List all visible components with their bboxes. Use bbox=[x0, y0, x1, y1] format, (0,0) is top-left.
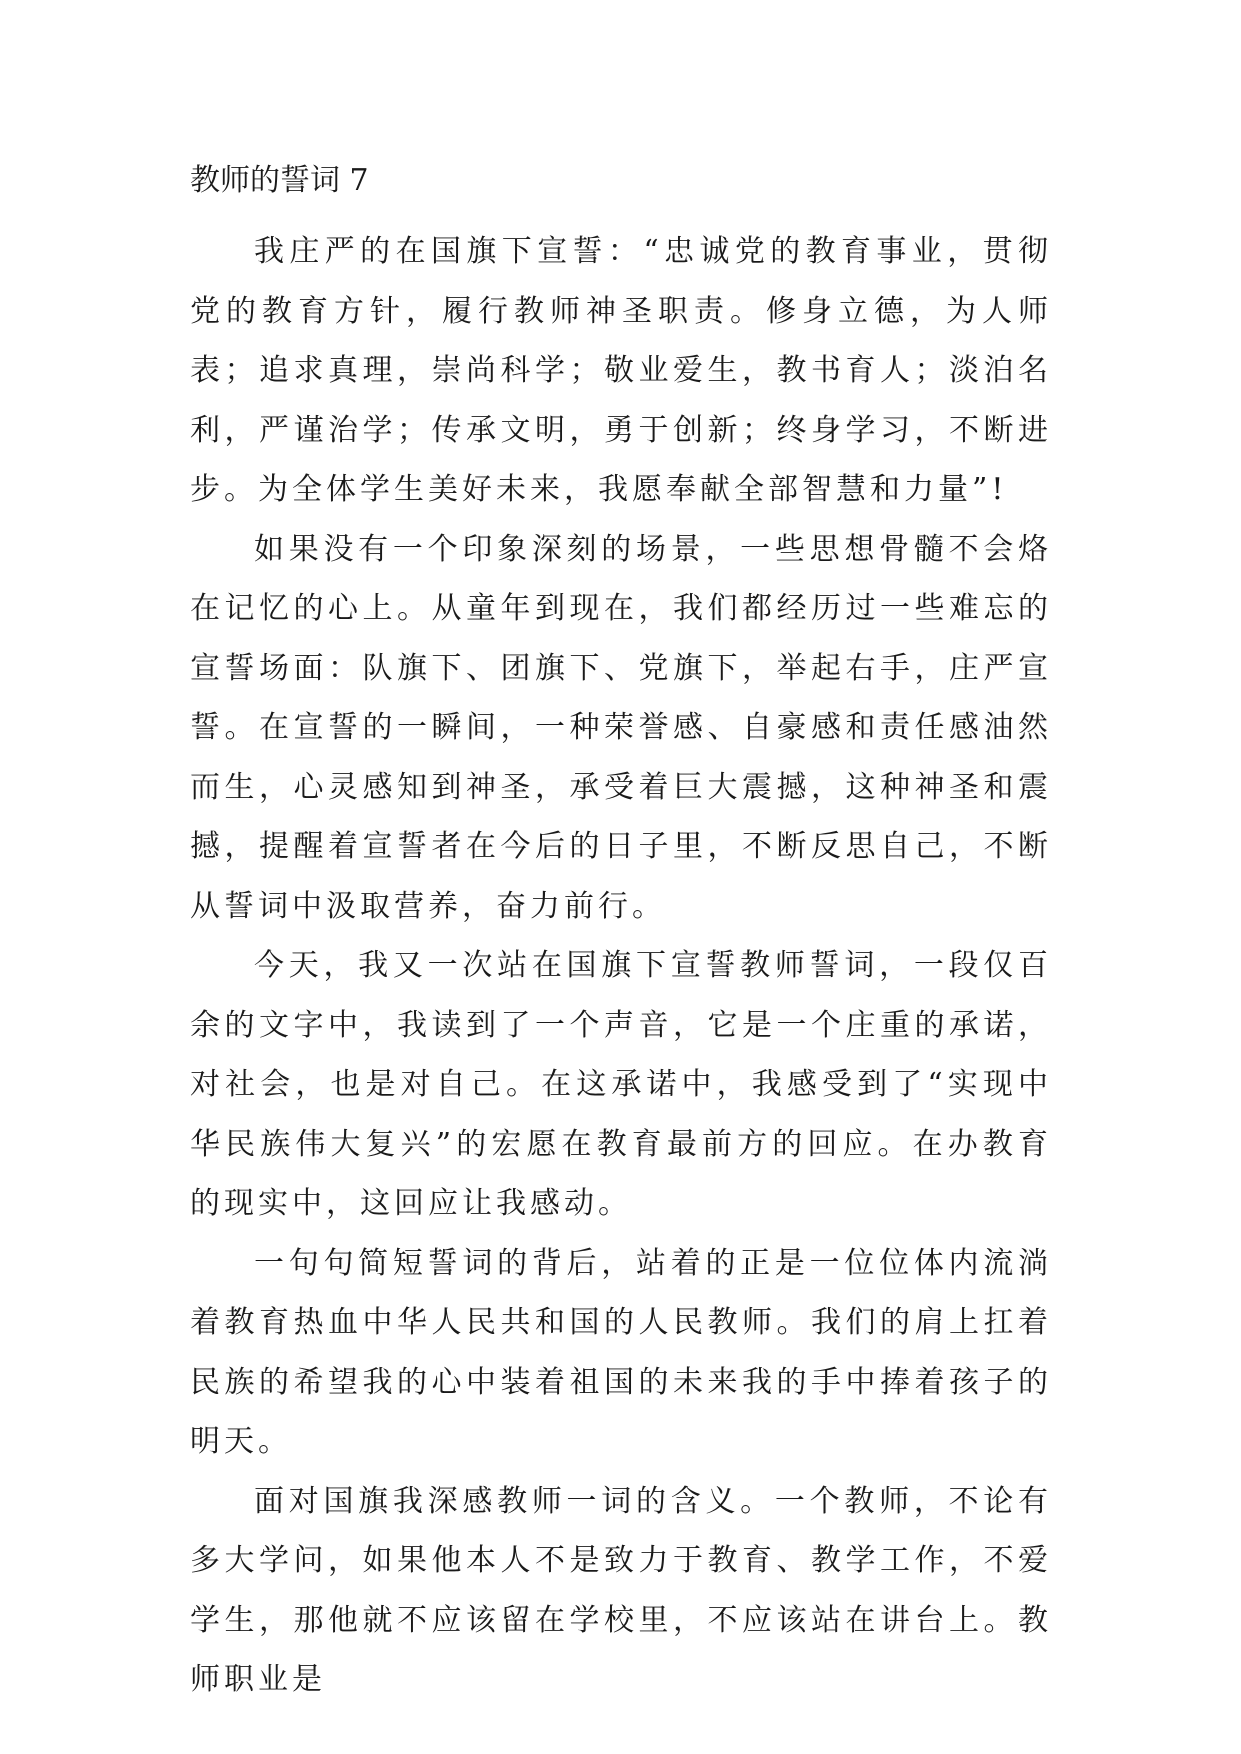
document-title: 教师的誓词 7 bbox=[190, 163, 369, 198]
paragraph-teachers: 一句句简短誓词的背后，站着的正是一位位体内流淌着教育热血中华人民共和国的人民教师。我们的肩上扛着民族的希望我的心中装着祖国的未来我的手中捧着孩子的明天。 bbox=[190, 1245, 1052, 1459]
document-body bbox=[190, 222, 1052, 1710]
paragraph-memory: 如果没有一个印象深刻的场景，一些思想骨髓不会烙在记忆的心上。从童年到现在，我们都经历过一些难忘的宣誓场面：队旗下、团旗下、党旗下，举起右手，庄严宣誓。在宣誓的一瞬间，一种荣誉感、自豪感和责任感油然而生，心灵感知到神圣，承受着巨大震撼，这种神圣和震撼，提醒着宣誓者在今后的日子里，不断反思自己，不断从誓词中汲取营养，奋力前行。 bbox=[190, 531, 1052, 924]
paragraph-meaning: 面对国旗我深感教师一词的含义。一个教师，不论有多大学问，如果他本人不是致力于教育、教学工作，不爱学生，那他就不应该留在学校里，不应该站在讲台上。教师职业是 bbox=[190, 1483, 1052, 1697]
paragraph-today: 今天，我又一次站在国旗下宣誓教师誓词，一段仅百余的文字中，我读到了一个声音，它是一个庄重的承诺，对社会，也是对自己。在这承诺中，我感受到了“实现中华民族伟大复兴”的宏愿在教育最前方的回应。在办教育的现实中，这回应让我感动。 bbox=[190, 948, 1052, 1221]
paragraph-oath: 我庄严的在国旗下宣誓：“忠诚党的教育事业，贯彻党的教育方针，履行教师神圣职责。修身立德，为人师表；追求真理，崇尚科学；敬业爱生，教书育人；淡泊名利，严谨治学；传承文明，勇于创新；终身学习，不断进步。为全体学生美好未来，我愿奉献全部智慧和力量”! bbox=[190, 234, 1052, 507]
